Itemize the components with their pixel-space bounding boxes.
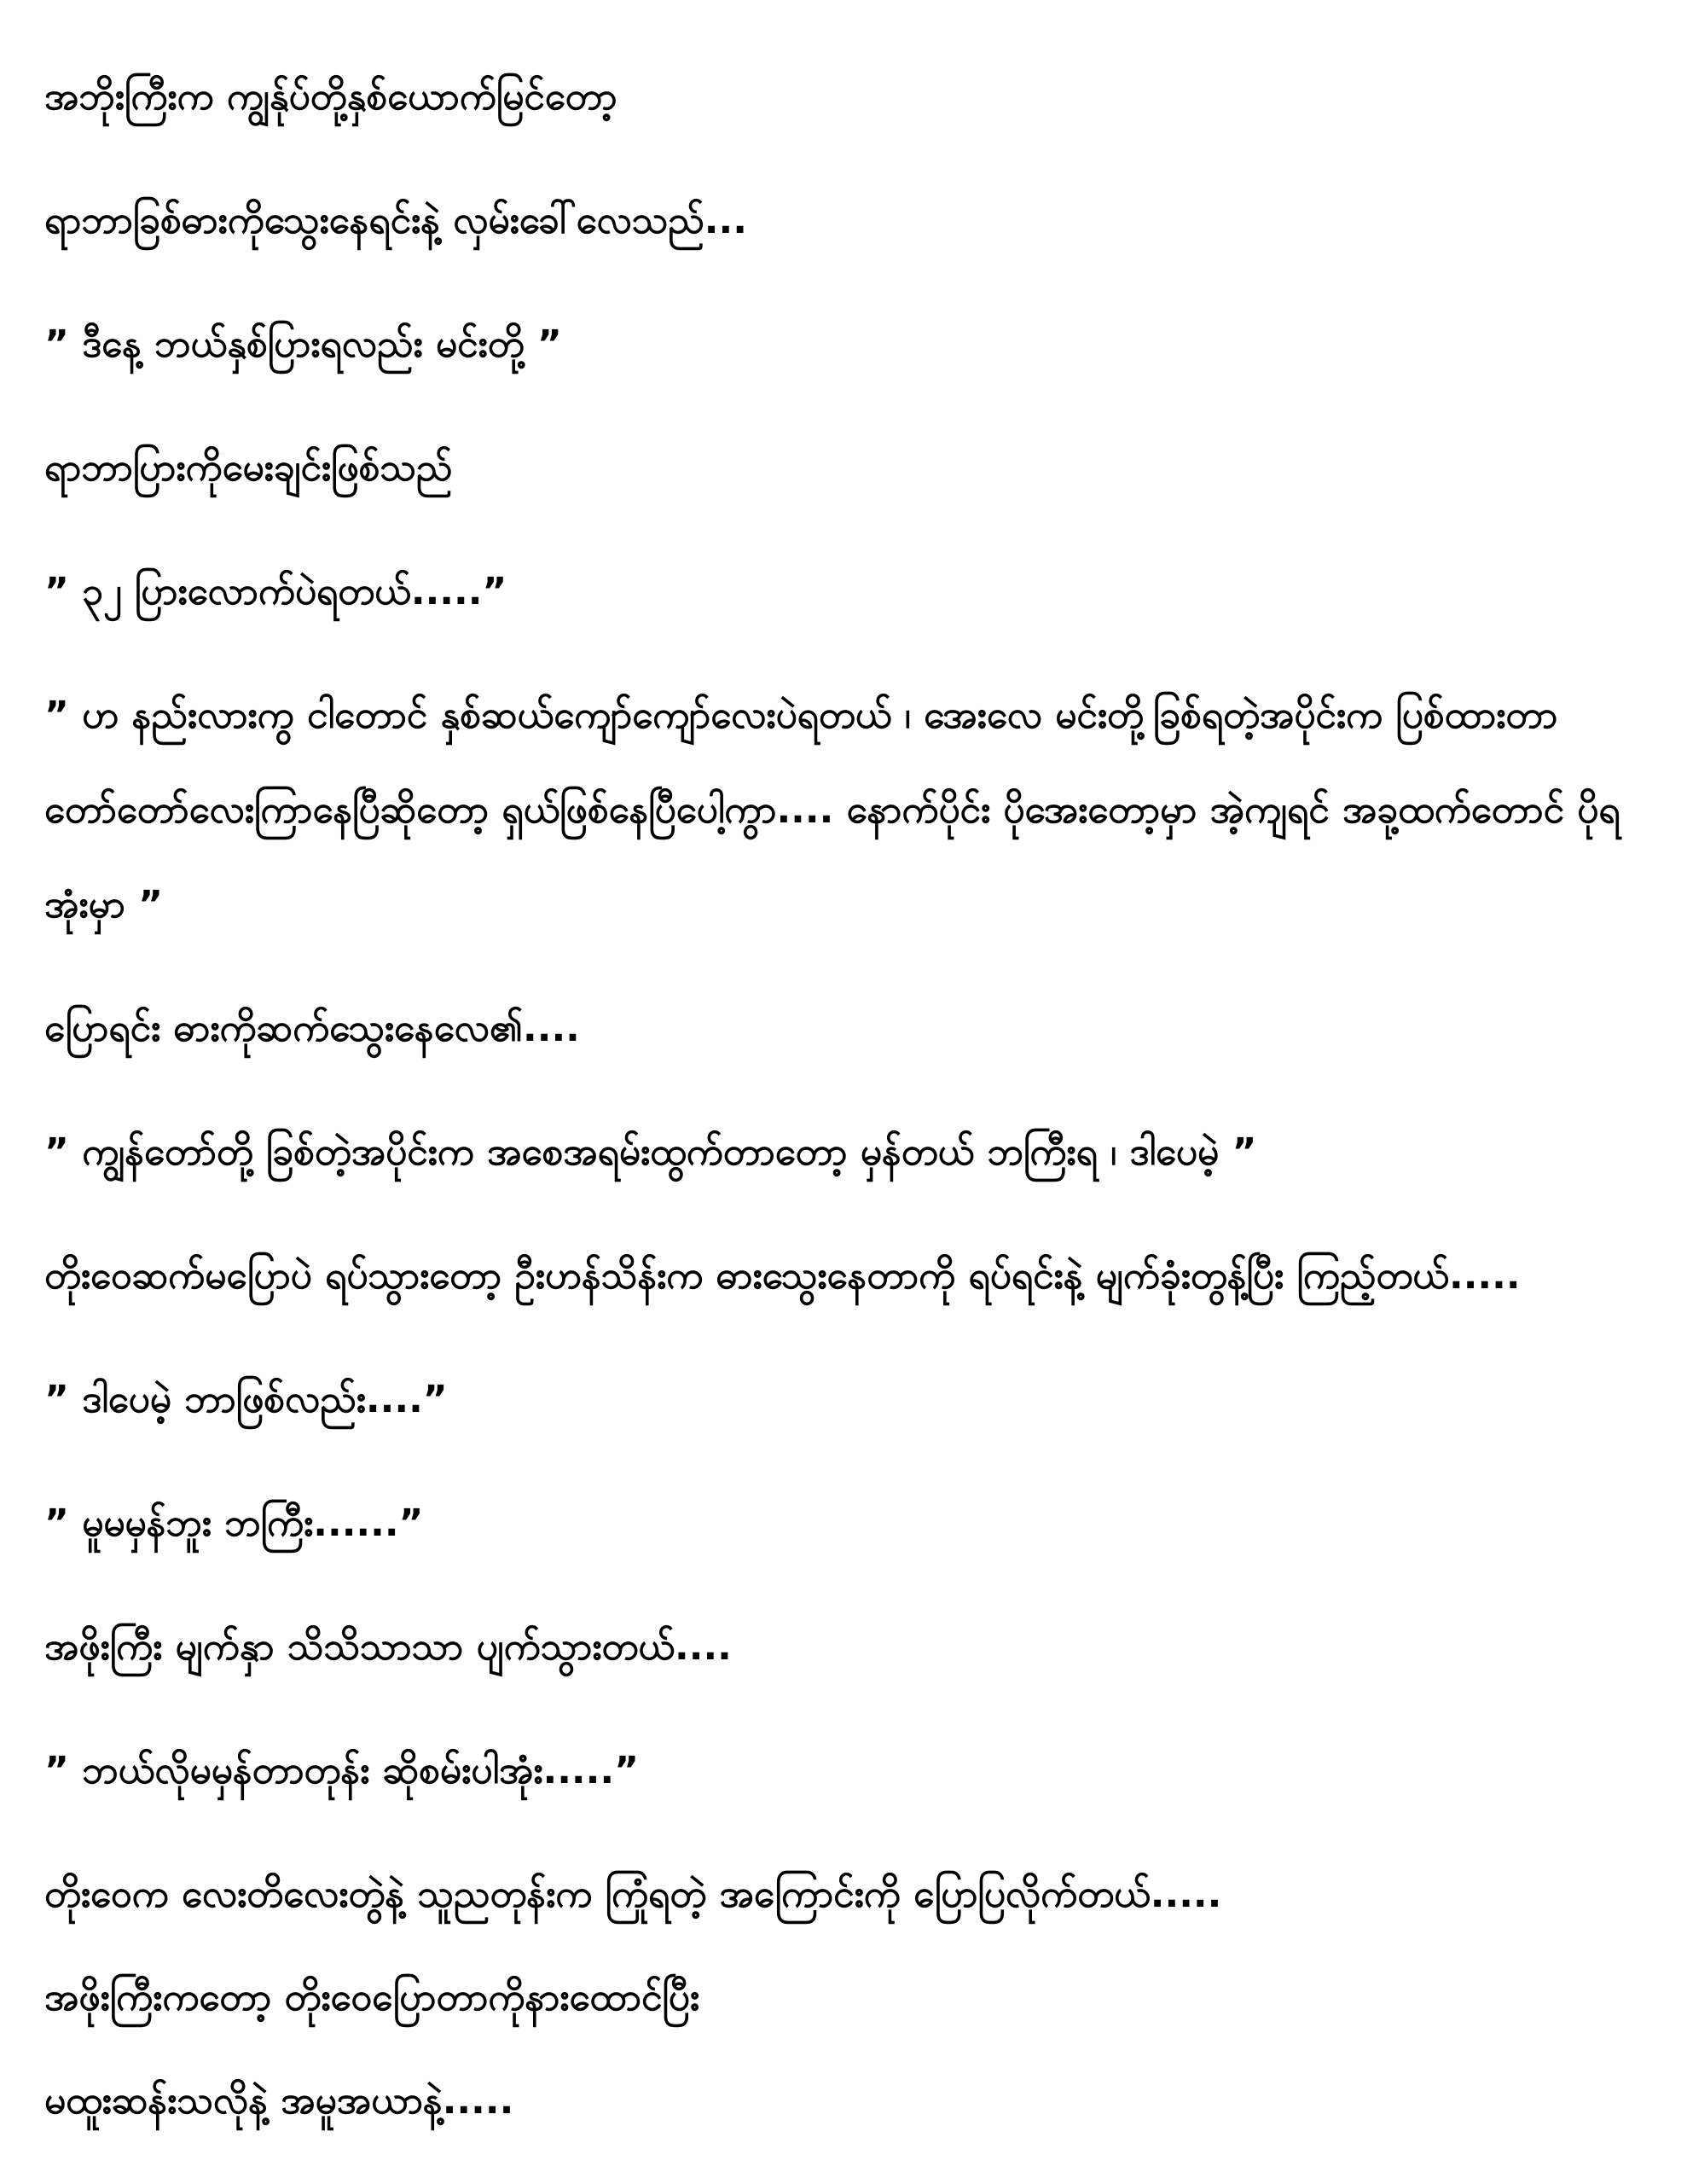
- paragraph-8: ” ကျွန်တော်တို့ ခြစ်တဲ့အပိုင်းက အစေအရမ်းထွက်တာတော့ မှန်တယ် ဘကြီးရ ၊ ဒါပေမဲ့ ”: [44, 1130, 1257, 1174]
- paragraph-11: ” မူမမှန်ဘူး ဘကြီး......”: [44, 1502, 424, 1545]
- paragraph-16: မထူးဆန်းသလိုနဲ့ အမူအယာနဲ့.....: [44, 2079, 514, 2123]
- paragraph-6: ” ဟ နည်းလားကွ ငါတောင် နှစ်ဆယ်ကျော်ကျော်လေးပဲရတယ် ၊ အေးလေ မင်းတို့ခြစ်ရတဲ့အပိုင်းက ပြစ်ထားတာတော်တော်လေးကြာနေပြီဆိုတော့ ရှယ်ဖြစ်နေပြီပေါ့ကွာ.... နောက်ပိုင်း ပိုအေးတော့မှာ အဲ့ကျရင် အခု့ထက်တောင် ပိုရအုံးမှာ ”: [44, 694, 1620, 926]
- paragraph-13: ” ဘယ်လိုမမှန်တာတုန်း ဆိုစမ်းပါအုံး.....”: [44, 1749, 639, 1792]
- paragraph-12: အဖိုးကြီး မျက်နှာ သိသိသာသာ ပျက်သွားတယ်....: [44, 1625, 732, 1669]
- paragraph-9: တိုးဝေဆက်မပြောပဲ ရပ်သွားတော့ ဦးဟန်သိန်းက ဓားသွေးနေတာကို ရပ်ရင်းနဲ့ မျက်ခုံးတွန့်ပြီး ကြည့်တယ်.....: [44, 1254, 1521, 1298]
- paragraph-14: တိုးဝေက လေးတိလေးတွဲနဲ့ သူညတုန်းက ကြုံရတဲ့ အကြောင်းကို ပြောပြလိုက်တယ်.....: [44, 1873, 1222, 1916]
- paragraph-10: ” ဒါပေမဲ့ ဘာဖြစ်လည်း....”: [44, 1378, 448, 1421]
- paragraph-2: ရာဘာခြစ်ဓားကိုသွေးနေရင်းနဲ့ လှမ်းခေါ်လေသည်...: [44, 199, 747, 242]
- paragraph-7: ပြောရင်း ဓားကိုဆက်သွေးနေလေ၏....: [44, 1007, 580, 1050]
- paragraph-1: အဘိုးကြီးက ကျွန်ုပ်တို့နှစ်ယောက်မြင်တော့: [44, 75, 617, 119]
- paragraph-3: ” ဒီနေ့ ဘယ်နှစ်ပြားရလည်း မင်းတို့ ”: [44, 322, 562, 366]
- paragraph-4: ရာဘာပြားကိုမေးချင်းဖြစ်သည်: [44, 446, 453, 490]
- paragraph-15: အဖိုးကြီးကတော့ တိုးဝေပြောတာကိုနားထောင်ပြီး: [44, 1976, 700, 2019]
- paragraph-5: ” ၃၂ ပြားလောက်ပဲရတယ်.....”: [44, 570, 507, 613]
